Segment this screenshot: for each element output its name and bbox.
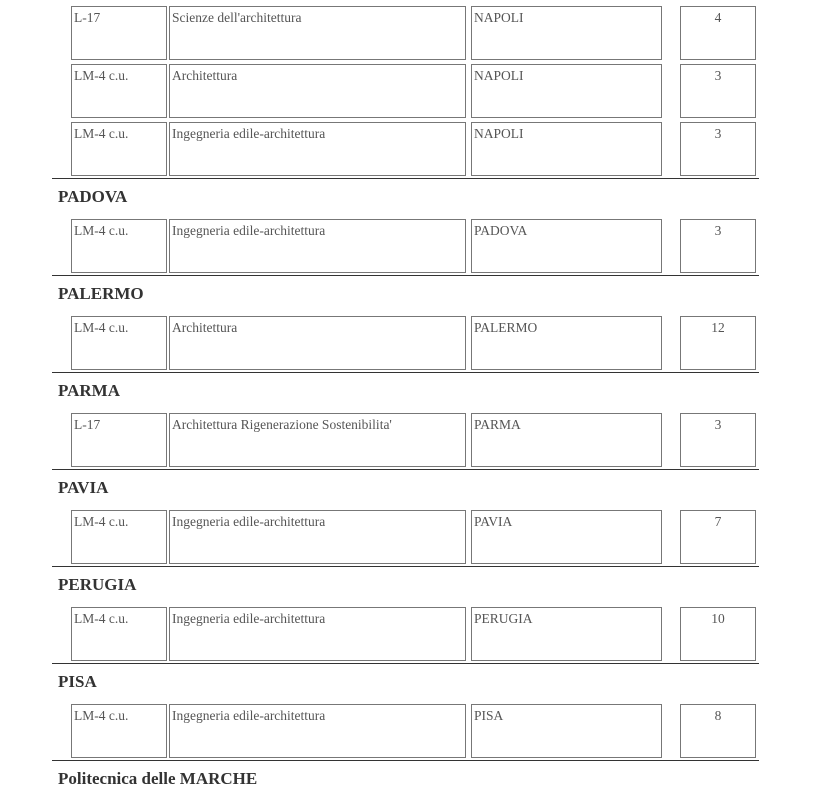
degree-class-cell: L-17 — [71, 413, 167, 467]
seats-cell: 8 — [680, 704, 756, 758]
location-cell: PALERMO — [471, 316, 662, 370]
city-heading: Politecnica delle MARCHE — [58, 769, 258, 788]
table-row — [0, 64, 820, 122]
city-heading: PADOVA — [58, 187, 128, 206]
location-cell: PADOVA — [471, 219, 662, 273]
seats-cell: 3 — [680, 64, 756, 118]
degree-class-cell: LM-4 c.u. — [71, 316, 167, 370]
location-cell: PARMA — [471, 413, 662, 467]
course-name-cell: Ingegneria edile-architettura — [169, 219, 466, 273]
location-cell: PAVIA — [471, 510, 662, 564]
seats-cell: 3 — [680, 413, 756, 467]
city-heading: PARMA — [58, 381, 120, 400]
section-divider — [52, 760, 759, 761]
seats-cell: 3 — [680, 122, 756, 176]
seats-cell: 3 — [680, 219, 756, 273]
table-row — [0, 316, 820, 374]
section-divider — [52, 663, 759, 664]
course-name-cell: Ingegneria edile-architettura — [169, 122, 466, 176]
section-divider — [52, 275, 759, 276]
section-divider — [52, 178, 759, 179]
course-name-cell: Architettura — [169, 316, 466, 370]
table-row — [0, 413, 820, 471]
table-row — [0, 219, 820, 277]
degree-class-cell: LM-4 c.u. — [71, 122, 167, 176]
table-row — [0, 6, 820, 64]
table-row — [0, 122, 820, 180]
course-name-cell: Architettura Rigenerazione Sostenibilita' — [169, 413, 466, 467]
location-cell: PISA — [471, 704, 662, 758]
degree-class-cell: LM-4 c.u. — [71, 704, 167, 758]
degree-class-cell: LM-4 c.u. — [71, 64, 167, 118]
location-cell: PERUGIA — [471, 607, 662, 661]
course-name-cell: Scienze dell'architettura — [169, 6, 466, 60]
section-divider — [52, 469, 759, 470]
city-heading: PAVIA — [58, 478, 109, 497]
seats-cell: 4 — [680, 6, 756, 60]
seats-cell: 10 — [680, 607, 756, 661]
table-row — [0, 607, 820, 665]
section-divider — [52, 372, 759, 373]
course-name-cell: Ingegneria edile-architettura — [169, 704, 466, 758]
seats-cell: 7 — [680, 510, 756, 564]
city-heading: PERUGIA — [58, 575, 137, 594]
location-cell: NAPOLI — [471, 122, 662, 176]
table-row — [0, 704, 820, 762]
section-divider — [52, 566, 759, 567]
table-row — [0, 510, 820, 568]
location-cell: NAPOLI — [471, 6, 662, 60]
course-name-cell: Ingegneria edile-architettura — [169, 510, 466, 564]
city-heading: PISA — [58, 672, 97, 691]
seats-cell: 12 — [680, 316, 756, 370]
location-cell: NAPOLI — [471, 64, 662, 118]
degree-class-cell: LM-4 c.u. — [71, 510, 167, 564]
degree-class-cell: LM-4 c.u. — [71, 219, 167, 273]
course-name-cell: Architettura — [169, 64, 466, 118]
degree-class-cell: LM-4 c.u. — [71, 607, 167, 661]
degree-class-cell: L-17 — [71, 6, 167, 60]
course-name-cell: Ingegneria edile-architettura — [169, 607, 466, 661]
city-heading: PALERMO — [58, 284, 144, 303]
